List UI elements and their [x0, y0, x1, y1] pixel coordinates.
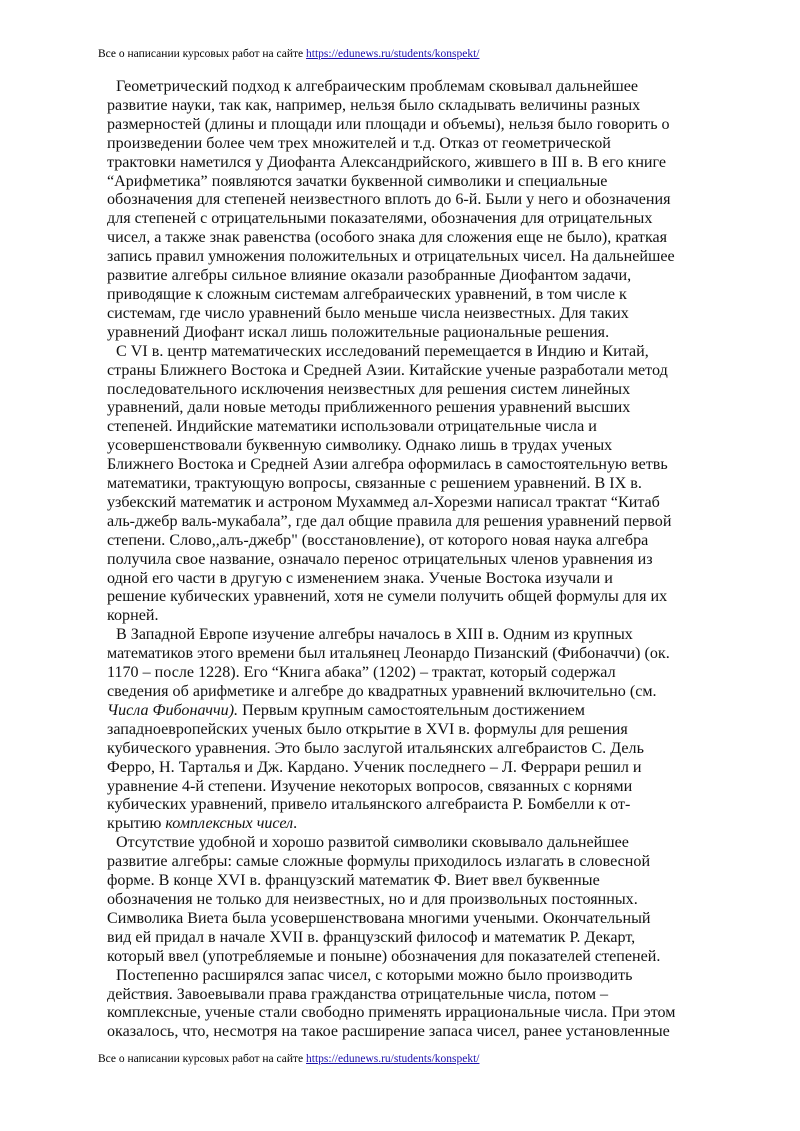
- text-line: последовательного исключения неизвестных для решения систем линейных: [107, 380, 631, 398]
- text-line: кубического уравнения. Это было заслугой итальянских алгебраистов С. Дель: [107, 739, 644, 757]
- text-line: чисел, а также знак равенства (особого знака для сложения еще не было), краткая: [107, 229, 668, 247]
- text-line: одной его части в другую с изменением знака. Ученые Востока изучали и: [107, 569, 613, 587]
- text-line: Геометрический подход к алгебраическим проблемам сковывал дальнейшее: [116, 78, 639, 95]
- text-line: математики, трактующую вопросы, связанные с решением уравнений. В IX в.: [107, 475, 642, 493]
- text-line: Ферро, Н. Тарталья и Дж. Кардано. Ученик последнего – Л. Феррари решил и: [107, 758, 642, 776]
- text-line: аль-джебр валь-мукабала”, где дал общие правила для решения уравнений первой: [107, 512, 672, 530]
- text-line: уравнений Диофант искал лишь положительные рациональные решения.: [107, 323, 610, 341]
- text-line: действия. Завоевывали права гражданства отрицательные числа, потом –: [107, 985, 609, 1003]
- text-line: оказалось, что, несмотря на такое расширение запаса чисел, ранее установленные: [107, 1023, 670, 1041]
- paragraph-4: [98, 834, 718, 966]
- text-line: Постепенно расширялся запас чисел, с которыми можно было производить: [116, 966, 633, 984]
- text-line: для степеней с отрицательными показателями, обозначения для отрицательных: [107, 210, 653, 228]
- page-header: [98, 48, 479, 60]
- text-line: узбекский математик и астроном Мухаммед ал-Хорезми написал трактат “Китаб: [107, 493, 660, 511]
- text-line: “Арифметика” появляются зачатки буквенной символики и специальные: [107, 172, 608, 190]
- text-line: получила свое название, означало перенос отрицательных членов уравнения из: [107, 550, 653, 568]
- text-line: форме. В конце XVI в. французский математик Ф. Виет ввел буквенные: [107, 872, 600, 890]
- text-line: Ближнего Востока и Средней Азии алгебра оформилась в самостоятельную ветвь: [107, 456, 668, 474]
- footer-text: Все о написании курсовых работ на сайте: [98, 1053, 307, 1065]
- paragraph-2: [98, 343, 718, 627]
- text-line: степени. Слово,,алъ-джебр" (восстановление), от которого новая наука алгебра: [107, 531, 649, 549]
- text-line: который ввел (употребляемые и понынe) обозначения для показателей степеней.: [107, 947, 661, 965]
- paragraph-3: [98, 626, 718, 834]
- text-fragment: Первым крупным самостоятельным достижением: [238, 701, 585, 719]
- text-line: математиков этого времени был итальянец Леонардо Пизанский (Фибоначчи) (ок.: [107, 645, 670, 663]
- text-line: системам, где число уравнений было меньше числа неизвестных. Для таких: [107, 304, 629, 322]
- document-body: [98, 78, 718, 1042]
- text-line: размерностей (длины и площади или площади и объемы), нельзя было говорить о: [107, 115, 670, 133]
- text-line: 1170 – после 1228). Его “Книга абака” (1202) – трактат, который содержал: [107, 664, 616, 682]
- paragraph-5: [98, 967, 718, 1043]
- text-line: В Западной Европе изучение алгебры началось в XIII в. Одним из крупных: [116, 626, 633, 644]
- text-line: усовершенствовали буквенную символику. Однако лишь в трудах ученых: [107, 437, 613, 455]
- text-line: развитие алгебры сильное влияние оказали разобранные Диофантом задачи,: [107, 267, 632, 285]
- footer-link[interactable]: https://edunews.ru/students/konspekt/: [306, 1053, 480, 1065]
- text-line: сведения об арифметике и алгебре до квадратных уравнений включительно (см.: [107, 683, 657, 700]
- complex-numbers-term: комплексных чисел: [165, 815, 294, 833]
- text-fragment: .: [293, 815, 298, 833]
- text-line: Символика Виета была усовершенствована многими учеными. Окончательный: [107, 909, 651, 927]
- page-footer: [98, 1053, 479, 1065]
- text-line: [98, 815, 718, 834]
- text-line: [98, 702, 718, 721]
- text-line: приводящие к сложным системам алгебраических уравнений, в том числе к: [107, 285, 627, 303]
- header-link[interactable]: https://edunews.ru/students/konspekt/: [306, 48, 480, 60]
- text-line: уравнений, дали новые методы приближенного решения уравнений высших: [107, 399, 631, 417]
- text-line: запись правил умножения положительных и отрицательных чисел. На дальнейшее: [107, 248, 675, 266]
- fibonacci-reference: Числа Фибоначчи).: [107, 701, 239, 719]
- text-line: комплексные, ученые стали свободно применять иррациональные числа. При этом: [107, 1004, 676, 1022]
- text-fragment: крытию: [107, 815, 166, 833]
- text-line: решение кубических уравнений, хотя не сумели получить общей формулы для их: [107, 588, 668, 606]
- header-text: Все о написании курсовых работ на сайте: [98, 48, 307, 60]
- text-line: развитие алгебры: самые сложные формулы приходилось излагать в словесной: [107, 853, 651, 871]
- text-line: степеней. Индийские математики использовали отрицательные числа и: [107, 418, 597, 436]
- text-line: Отсутствие удобной и хорошо развитой символики сковывало дальнейшее: [116, 834, 629, 852]
- text-line: трактовки наметился у Диофанта Александрийского, жившего в III в. В его книге: [107, 153, 667, 171]
- text-line: С VI в. центр математических исследований перемещается в Индию и Китай,: [116, 342, 649, 360]
- text-line: произведении более чем трех множителей и т.д. Отказ от геометрической: [107, 134, 611, 152]
- text-line: вид ей придал в начале XVII в. французский философ и математик Р. Декарт,: [107, 928, 636, 946]
- text-line: обозначения не только для неизвестных, но и для произвольных постоянных.: [107, 890, 638, 908]
- text-line: обозначения для степеней неизвестного вплоть до 6-й. Были у него и обозначения: [107, 191, 671, 209]
- text-line: корней.: [107, 607, 159, 625]
- text-line: западноевропейских ученых было открытие в XVI в. формулы для решения: [107, 720, 628, 738]
- text-line: кубических уравнений, привело итальянского алгебраиста Р. Бомбелли к от-: [107, 796, 631, 814]
- text-line: страны Ближнего Востока и Средней Азии. Китайские ученые разработали метод: [107, 361, 668, 379]
- text-line: уравнение 4-й степени. Изучение некоторых вопросов, связанных с корнями: [107, 777, 633, 795]
- text-line: развитие науки, так как, например, нельзя было складывать величины разных: [107, 96, 641, 114]
- paragraph-1: [98, 78, 718, 343]
